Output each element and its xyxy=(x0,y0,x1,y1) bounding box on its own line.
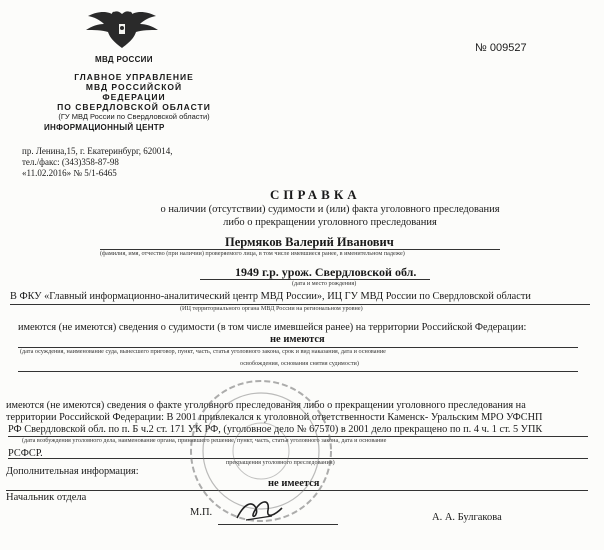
address-line-2: тел./факс: (343)358-87-98 xyxy=(22,157,119,167)
prosecution-line-3: РФ Свердловской обл. по п. Б ч.2 ст. 171 УК РФ, (уголовное дело № 67570) в 2001 дело прекращено по п. 4 ч. 1 ст. 5 УПК xyxy=(8,424,543,435)
document-title: СПРАВКА xyxy=(270,187,361,202)
prosecution-line-1: имеются (не имеются) сведения о факте уголовного преследования либо о прекращении уголовного преследования на xyxy=(6,400,526,411)
issuer-text: В ФКУ «Главный информационно-аналитический центр МВД России», ИЦ ГУ МВД России по Свердловской области xyxy=(10,291,531,302)
prosecution-hint-1: (дата возбуждения уголовного дела, наименование органа, принявшего решение, пункт, часть, статья уголовного закона, дата и основание xyxy=(22,437,387,444)
address-block xyxy=(22,146,242,179)
prosecution-hint-2: прекращения уголовного преследования) xyxy=(226,459,335,466)
info-center-label: ИНФОРМАЦИОННЫЙ ЦЕНТР xyxy=(44,123,165,132)
conviction-hint-2: освобождения, основания снятия судимости) xyxy=(240,360,359,367)
dept-line-2: МВД РОССИЙСКОЙ ФЕДЕРАЦИИ xyxy=(85,82,183,102)
org-name: МВД РОССИИ xyxy=(95,55,153,64)
dept-line-3: ПО СВЕРДЛОВСКОЙ ОБЛАСТИ xyxy=(57,102,211,112)
address-line-1: пр. Ленина,15, г. Екатеринбург, 620014, xyxy=(22,146,173,156)
subtitle-line-2: либо о прекращении уголовного преследования xyxy=(223,217,437,228)
additional-info-value: не имеется xyxy=(268,478,320,489)
conviction-hint-1: (дата осуждения, наименование суда, вынесшего приговор, пункт, часть, статья уголовного закона, срок и вид наказания, дата и основание xyxy=(20,348,386,355)
document-number: № 009527 xyxy=(475,42,527,54)
person-name-hint: (фамилия, имя, отчество (при наличии) проверяемого лица, в том числе имевшиеся ранее, в именительном падеже) xyxy=(100,250,405,257)
person-name: Пермяков Валерий Иванович xyxy=(225,235,394,249)
seal-place-label: М.П. xyxy=(190,507,213,518)
signature-line xyxy=(218,524,338,525)
conviction-text: имеются (не имеются) сведения о судимости (в том числе имевшейся ранее) на территории Российской Федерации: xyxy=(18,322,527,333)
dept-line-1: ГЛАВНОЕ УПРАВЛЕНИЕ xyxy=(74,72,194,82)
signer-name: А. А. Булгакова xyxy=(432,512,502,523)
subtitle-line-1: о наличии (отсутствии) судимости и (или) факта уголовного преследования xyxy=(160,204,500,215)
dept-abbr: (ГУ МВД России по Свердловской области) xyxy=(58,112,210,121)
double-headed-eagle-icon xyxy=(78,8,166,50)
additional-info-label: Дополнительная информация: xyxy=(6,466,139,477)
issuer-hint: (ИЦ территориального органа МВД России на региональном уровне) xyxy=(180,305,363,312)
prosecution-line-4: РСФСР. xyxy=(8,448,43,459)
birth-info: 1949 г.р. урож. Свердловской обл. xyxy=(235,265,417,279)
address-line-3: «11.02.2016» № 5/1-6465 xyxy=(22,168,117,178)
birth-hint: (дата и место рождения) xyxy=(292,280,357,287)
document-subtitle xyxy=(130,203,530,229)
divider xyxy=(6,490,588,491)
handwritten-signature xyxy=(232,494,287,524)
conviction-value: не имеются xyxy=(270,334,325,345)
prosecution-line-2: территории Российской Федерации: В 2001 привлекался к уголовной ответственности Каменск- Уральским МРО УФСНП xyxy=(6,412,543,423)
chief-title: Начальник отдела xyxy=(6,492,87,503)
department-block xyxy=(54,72,214,122)
divider xyxy=(18,371,578,372)
